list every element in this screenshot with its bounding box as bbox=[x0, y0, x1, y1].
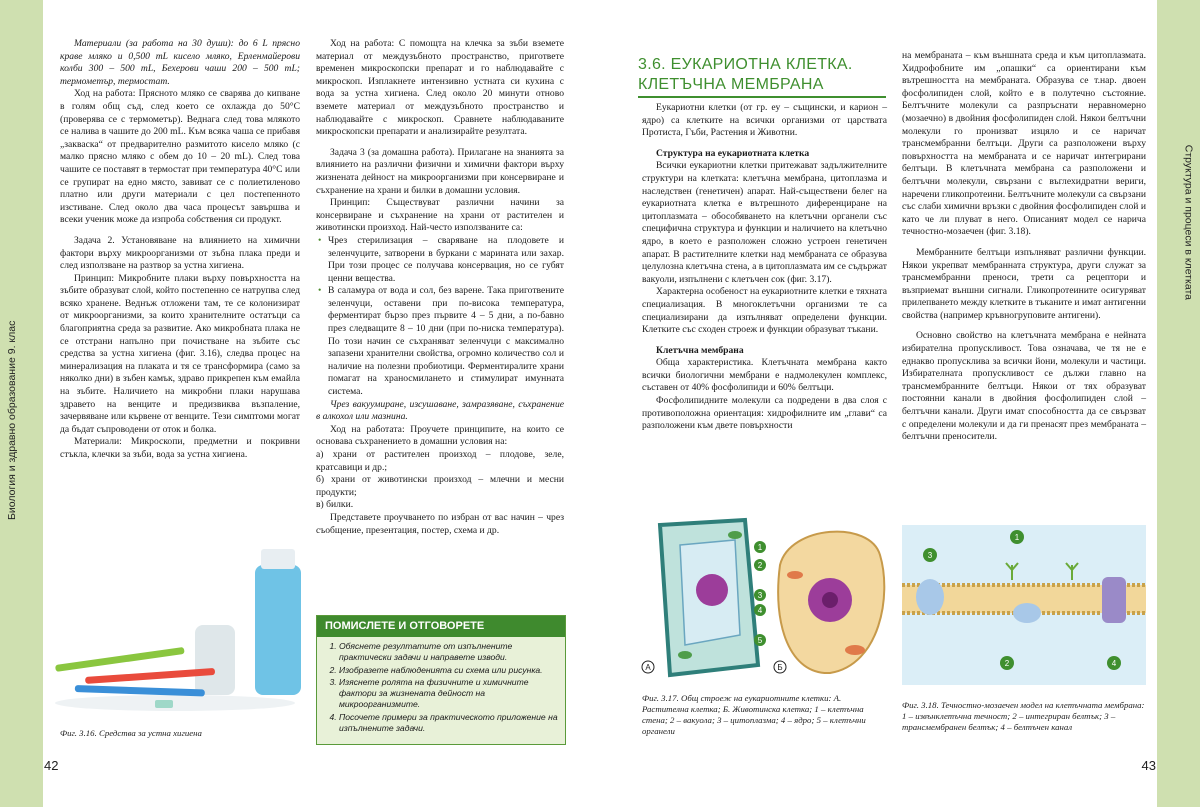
method-sterilization: • Чрез стерилизация – сваряване на плодовете и зеленчуците, затворени в буркани с марината или захар. При този процес се получава консервация, но се губят ценни вещества. bbox=[328, 235, 564, 285]
protein-left bbox=[916, 579, 944, 615]
think-box-title: ПОМИСЛЕТЕ И ОТГОВОРЕТЕ bbox=[317, 616, 565, 637]
oral-hygiene-figure bbox=[45, 545, 307, 715]
fig318-label-2: 2 bbox=[1004, 659, 1010, 668]
fig317-label-5: 5 bbox=[757, 636, 763, 645]
left-column-1 bbox=[60, 38, 300, 462]
membrane-model-figure bbox=[902, 525, 1146, 685]
protein-channel bbox=[1102, 577, 1126, 623]
glass bbox=[195, 625, 235, 695]
permeability-para: Основно свойство на клетъчната мембрана е нейната избирателна пропускливост. Това означава, че тя не е еднакво пропусклива за всички йони, молекули и частици. Избирателната пропускливост се дължи главно на трансмембранните белтъци. Някои от тях образуват постоянни канали в двойния фосфолипиден слой – белтъчни канали. Други имат способността да се свързват с определени молекули и да ги пренасят през мембраната – белтъчни преносители. bbox=[902, 330, 1146, 443]
materials2-para: Материали: Микроскопи, предметни и покривни стъкла, клечки за зъби, вода за устна хигиена. bbox=[60, 436, 300, 460]
materials-para: Материали (за работа на 30 души): до 6 L прясно краве мляко и 0,500 mL кисело мляко, Ерленмайерови колби 300 – 500 mL, Бехерови чаши 200 – 500 mL; термометър, термостат. bbox=[60, 38, 300, 87]
method-other: Чрез вакуумиране, изсушаване, замразяване, съхранение в алкохол или мазнина. bbox=[316, 398, 564, 423]
general-char-para: Обща характеристика. Клетъчната мембрана както всички биологични мембрани е надмолекулен комплекс, съставен от 40% фосфолипиди и 60% белтъци. bbox=[642, 357, 887, 394]
specialization-para: Характерна особеност на еукариотните клетки е тяхната специализация. В многоклетъчни организми те са специализирани да изпълняват определени функции. Клетките със сходен строеж и функции образуват тъкани. bbox=[642, 286, 887, 336]
fig317-label-2: 2 bbox=[757, 561, 763, 570]
present-para: Представете проучването по избран от вас начин – чрез съобщение, презентация, постер, схема и др. bbox=[316, 511, 564, 536]
eukaryotic-cells-figure bbox=[640, 515, 892, 685]
eukaryote-intro: Еукариотни клетки (от гр. еу – същински, и карион – ядро) са клетките на всички организми от царствата Протиста, Гъби, Растения и Животни. bbox=[642, 102, 887, 139]
method-brine: • В саламура от вода и сол, без варене. Така приготвените зеленчуци, оставени при по-висока температура, ферментират бързо през първите 4 – 5 дни, а по-бавно през следващите 8 – 10 дни (при по-ниска температура). По този начин се съхраняват зеленчуци с максимално запазени хранителни свойства, огромно количество сол и наличие на полезни пробиотици. Ферментиралите храни помагат на храносмилането и стимулират имунната система. bbox=[328, 285, 564, 398]
procedure-para: Ход на работа: Прясното мляко се сварява до кипване в голям общ съд, след което се охлажда до 50°С (проверява се с термометър). Веднага след това млякото се налива в чашите до 200 mL. Към всяка чаша се прибавя „закваска“ от предварително размитото кисело мляко (с малко прясно мляко с обем до 10 – 20 mL). След това чашите се поставят в термостат при температура 40°С или се групират на едно място, завиват се с полиетиленово платно или други материали с цел постепенното изстиване. След около два часа процесът завършва и всеки ученик може да изпроба собствения си продукт. bbox=[60, 88, 300, 226]
animal-cell bbox=[778, 532, 884, 673]
fig318-caption: Фиг. 3.18. Течностно-мозаечен модел на клетъчната мембрана: 1 – извънклетъчна течност; 2 – интегриран белтък; 3 – трансмембранен белтък; 4 – белтъчен канал bbox=[902, 700, 1145, 732]
principle3-para: Принцип: Съществуват различни начини за консервиране и съхранение на храни от растителен и животински произход. Най-често използваните са: bbox=[316, 197, 564, 234]
methods-list bbox=[316, 235, 564, 399]
fig316-caption: Фиг. 3.16. Средства за устна хигиена bbox=[60, 728, 202, 738]
fig318-label-1: 1 bbox=[1014, 533, 1020, 542]
think-answer-box bbox=[316, 615, 566, 745]
side-running-title-right: Структура и процеси в клетката bbox=[1182, 144, 1194, 300]
mouthwash-bottle bbox=[255, 565, 301, 695]
toothbrush bbox=[55, 647, 185, 672]
side-strip-right bbox=[1157, 0, 1200, 807]
structure-para: Всички еукариотни клетки притежават задължителните структури на клетката: клетъчна мембрана, цитоплазма и наследствен (генетичен) апарат. Най-съществени белег на еукариотната клетка е вътрешното диференциране на цитоплазмата – обособяването на клетъчни органели със специфична структура и функции и наличието на клетъчно ядро, в което е разположен сложно устроен генетичен апарат. В растителните клетки над мембраната се образува целулозна клетъчна стена, а в цитоплазмата им се съдържат вакуоли, изпълнени с клетъчен сок (фиг. 3.17). bbox=[642, 160, 887, 285]
integrated-protein bbox=[1013, 603, 1041, 623]
question-4: 4. Посочете примери за практическото приложение на изпълнените задачи. bbox=[339, 712, 565, 734]
phospholipid-para: Фосфолипидните молекули са подредени в два слоя с противоположна ориентация: хидрофилните им „глави“ са разположени към двете повърхности bbox=[642, 395, 887, 432]
page-number-right: 43 bbox=[1141, 758, 1156, 773]
fig317-label-3: 3 bbox=[757, 591, 763, 600]
fig317-label-b: Б bbox=[777, 663, 783, 672]
left-column-2 bbox=[316, 38, 564, 537]
col2-procedure2: Ход на работата: Проучете принципите, на които се основава съхранението в домашни условия на: bbox=[316, 423, 564, 448]
fig318-label-4: 4 bbox=[1111, 659, 1117, 668]
right-column-2 bbox=[902, 50, 1146, 444]
fig317-label-4: 4 bbox=[757, 606, 763, 615]
title-underline bbox=[638, 96, 886, 98]
col2-procedure: Ход на работа: С помощта на клечка за зъби вземете материал от междузъбното пространство, пригответе временен микроскопски препарат и го наблюдавайте с микроскоп. Изплакнете интензивно устната си кухина с вода за устна хигиена. След около 20 минути отново вземете материал от междузъбното пространство и наблюдавайте с микроскоп. Сравнете наблюдаваните микроскопски препарати и анализирайте резултата. bbox=[316, 38, 564, 138]
side-running-title-left: Биология и здравно образование 9. клас bbox=[6, 320, 18, 520]
structure-heading: Структура на еукариотната клетка bbox=[656, 147, 810, 159]
question-3: 3. Изяснете ролята на физичните и химичните фактори за жизнената дейност на микроорганизмите. bbox=[339, 677, 565, 709]
fig318-label-3: 3 bbox=[927, 551, 933, 560]
item-a: а) храни от растителен произход – плодове, зеле, кратсавици и др.; bbox=[316, 449, 564, 473]
plant-nucleus bbox=[696, 574, 728, 606]
plant-cell bbox=[660, 520, 758, 675]
fig317-label-a: А bbox=[645, 663, 651, 672]
fig317-label-1: 1 bbox=[757, 543, 763, 552]
item-b: б) храни от животински произход – млечни и месни продукти; bbox=[316, 474, 564, 498]
principle-para: Принцип: Микробните плаки върху повърхността на зъбите образуват слой, който постепенно се натрупва след всяко хранене. Веднъж отложени там, те се колонизират от микроорганизми, за които хранителните остатъци са благоприятна среда за развитие. Ако микробната плака не се отстрани напълно при почистване на зъбите със средства за устна хигиена (фиг. 3.16), следва процес на минерализация на плаката и тя се трансформира (само за няколко дни) в зъбен камък, здраво прикрепен към емайла на зъбите. Наличието на микробни плаки нарушава здравето на венците и предизвиква възпаление, зачервяване или кървене от венците. Тези симптоми могат да бъдат съпроводени от оток и болка. bbox=[60, 272, 300, 435]
think-questions bbox=[317, 641, 565, 733]
chapter-title: 3.6. ЕУКАРИОТНА КЛЕТКА. КЛЕТЪЧНА МЕМБРАНА bbox=[638, 56, 853, 93]
membrane-heading: Клетъчна мембрана bbox=[656, 344, 744, 356]
membrane-proteins-para: Мембранните белтъци изпълняват различни функции. Някои укрепват мембранната структура, други служат за трансмембранни преноси, трети са рецептори и възприемат външни сигнали. Гликопротеините осигуряват прилепването между клетките в тъканите и имат антигенни свойства (например кръвногруповите антигени). bbox=[902, 246, 1146, 321]
task3-para: Задача 3 (за домашна работа). Прилагане на знанията за влиянието на различни физични и химични фактори върху жизнената дейност на микроорганизми при консервиране и съхранение на храни и билки в домашни условия. bbox=[316, 146, 564, 196]
task2-para: Задача 2. Установяване на влиянието на химични фактори върху микроорганизми от зъбна плака преди и след използване на разтвор за устна хигиена. bbox=[60, 234, 300, 272]
item-v: в) билки. bbox=[316, 499, 354, 511]
question-2: 2. Изобразете наблюденията си схема или рисунка. bbox=[339, 665, 565, 676]
fig317-caption: Фиг. 3.17. Общ строеж на еукариотните клетки: А. Растителна клетка; Б. Животинска клетка; 1 – клетъчна стена; 2 – вакуола; 3 – цитоплазма; 4 – ядро; 5 – клетъчни органели bbox=[642, 693, 866, 736]
right-column-1 bbox=[642, 102, 887, 433]
membrane-structure-para: на мембраната – към външната среда и към цитоплазмата. Хидрофобните им „опашки“ са ориентирани към вътрешността на мембраната. Образува се т.нар. двоен фосфолипиден слой, който е в полутечно състояние. Белтъчните молекули са разпръснати неравномерно (мозаечно) в двойния фосфолипиден слой. Някои белтъчни молекули го пронизват изцяло и се наричат трансмембранни белтъци. Други са разположени върху повърхността на мембраната и се наричат интегрирани белтъци. В клетъчната мембрана са разположени и белтъчни молекули, свързани с въглехидратни вериги, наречени гликопротеини. Белтъчните молекули са свързани със слаби химични връзки с двойния фосфолипиден слой и като че ли плуват в него. Описаният модел се нарича течностно-мозаечен (фиг. 3.18). bbox=[902, 50, 1146, 238]
page-number-left: 42 bbox=[44, 758, 59, 773]
question-1: 1. Обяснете резултатите от изпълнените практически задачи и направете изводи. bbox=[339, 641, 565, 663]
